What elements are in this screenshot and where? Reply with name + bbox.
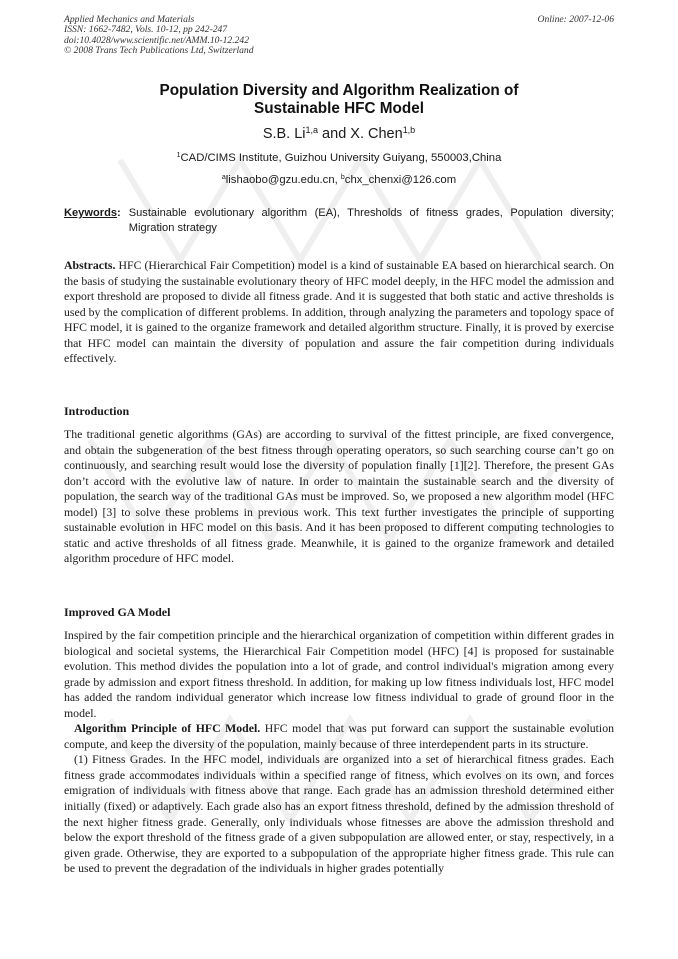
improved-paragraph-3: (1) Fitness Grades. In the HFC model, individuals are organized into a set of hierarchical fitness grades. Each fitness grade accommodates individuals within a specified range of fitness, which evolves on its own, and forces emigration of individuals with fitness above that range. Each grade has an admission threshold determined either initially (fixed) or adaptively. Each grade also has an export fitness threshold, defined by the admission threshold of the next higher fitness grade. Generally, only individuals whose fitnesses are above the admission threshold and below the export threshold of the fitness grade of a given subpopulation are allowed enter, or stay, respectively, in a given grade. Otherwise, they are exported to a subpopulation of the appropriate higher fitness grade. This rule can be used to prevent the degradation of the individuals in higher grades potentially bbox=[64, 752, 614, 876]
paper-title bbox=[64, 82, 614, 118]
issn-line: ISSN: 1662-7482, Vols. 10-12, pp 242-247 bbox=[64, 24, 228, 36]
email-a: lishaobo@gzu.edu.cn, bbox=[225, 174, 341, 186]
journal-header bbox=[64, 15, 254, 57]
introduction-heading: Introduction bbox=[64, 404, 130, 418]
introduction-paragraph: The traditional genetic algorithms (GAs) are according to survival of the fittest principle, are fixed convergence, and obtain the subgeneration of the best fitness through operating operators, so such searching course can’t go on continuously, and searching result would lose the diversity of population finally [1][2]. Therefore, the present GAs don’t accord with the evolutive law of nature. In order to maintain the sustainable search and the diversity of population, the search way of the traditional GAs must be improved. So, we proposed a new algorithm model (HFC model) [3] to solve these problems in previous work. This text further investigates the principle of supporting sustainable evolution in HFC model on this basis. And it has been proposed to different computing technologies to static and active thresholds of all fitness grade. Meanwhile, it is gained to the organize framework and detailed algorithm procedure of HFC model. bbox=[64, 427, 614, 566]
author-1-sup: 1,a bbox=[305, 125, 319, 136]
keywords-colon: : bbox=[117, 207, 121, 219]
author-line bbox=[64, 125, 614, 143]
author-2-sup: 1,b bbox=[402, 125, 416, 136]
introduction-body bbox=[64, 427, 614, 567]
affiliation bbox=[64, 150, 614, 166]
keywords-block bbox=[64, 206, 614, 236]
affiliation-text: CAD/CIMS Institute, Guizhou University Guiyang, 550003,China bbox=[180, 152, 502, 164]
email-b-sup: b bbox=[340, 174, 345, 182]
keywords-text: Sustainable evolutionary algorithm (EA), Thresholds of fitness grades, Population diversity; Migration strategy bbox=[128, 207, 614, 234]
algorithm-principle-label: Algorithm Principle of HFC Model. bbox=[74, 721, 261, 736]
abstract bbox=[64, 258, 614, 367]
improved-ga-body bbox=[64, 628, 614, 877]
author-2: X. Chen bbox=[350, 126, 403, 142]
title-line-1: Population Diversity and Algorithm Realization of bbox=[159, 82, 519, 99]
keywords-label: Keywords bbox=[64, 207, 118, 219]
email-line bbox=[64, 172, 614, 188]
author-1: S.B. Li bbox=[262, 126, 306, 142]
doi-line: doi:10.4028/www.scientific.net/AMM.10-12.242 bbox=[64, 34, 250, 46]
copyright-line: © 2008 Trans Tech Publications Ltd, Switzerland bbox=[64, 45, 254, 57]
abstract-text: HFC (Hierarchical Fair Competition) model is a kind of sustainable EA based on hierarchical search. On the basis of studying the sustainable evolutionary theory of HFC model deeply, in the HFC model the admission and export threshold are proposed to divide all fitness grade. And it is suggested that both static and active thresholds is used by the complication of different problems. In addition, through analyzing the parameters and topology space of HFC model, it is gained to the organize framework and detailed algorithm structure. Finally, it is proved by exercise that HFC model can maintain the diversity of population and assure the fair competition during individuals effectively. bbox=[64, 258, 614, 366]
improved-ga-heading: Improved GA Model bbox=[64, 605, 171, 619]
author-and: and bbox=[318, 126, 351, 142]
affiliation-sup: 1 bbox=[176, 152, 181, 160]
improved-paragraph-1: Inspired by the fair competition principle and the hierarchical organization of competition within different grades in biological and societal systems, the Hierarchical Fair Competition model (HFC) [4] is proposed for sustainable evolution. This method divides the population into a lot of grade, and control individual's migration among every grade by admission and export fitness threshold. In addition, for making up low fitness individuals lost, HFC model has added the random individual generator which increase low fitness individual to grade of ground floor in the model. bbox=[64, 628, 614, 720]
improved-paragraph-2-text: HFC model that was put forward can support the sustainable evolution compute, and keep the diversity of the population, mainly because of three interdependent parts in its structure. bbox=[64, 721, 615, 751]
email-b: chx_chenxi@126.com bbox=[344, 174, 457, 186]
email-a-sup: a bbox=[221, 174, 226, 182]
abstract-label: Abstracts. bbox=[64, 258, 116, 272]
title-line-2: Sustainable HFC Model bbox=[254, 100, 424, 117]
journal-name: Applied Mechanics and Materials bbox=[64, 14, 195, 25]
improved-paragraph-2 bbox=[64, 721, 614, 752]
online-date: Online: 2007-12-06 bbox=[537, 14, 614, 25]
